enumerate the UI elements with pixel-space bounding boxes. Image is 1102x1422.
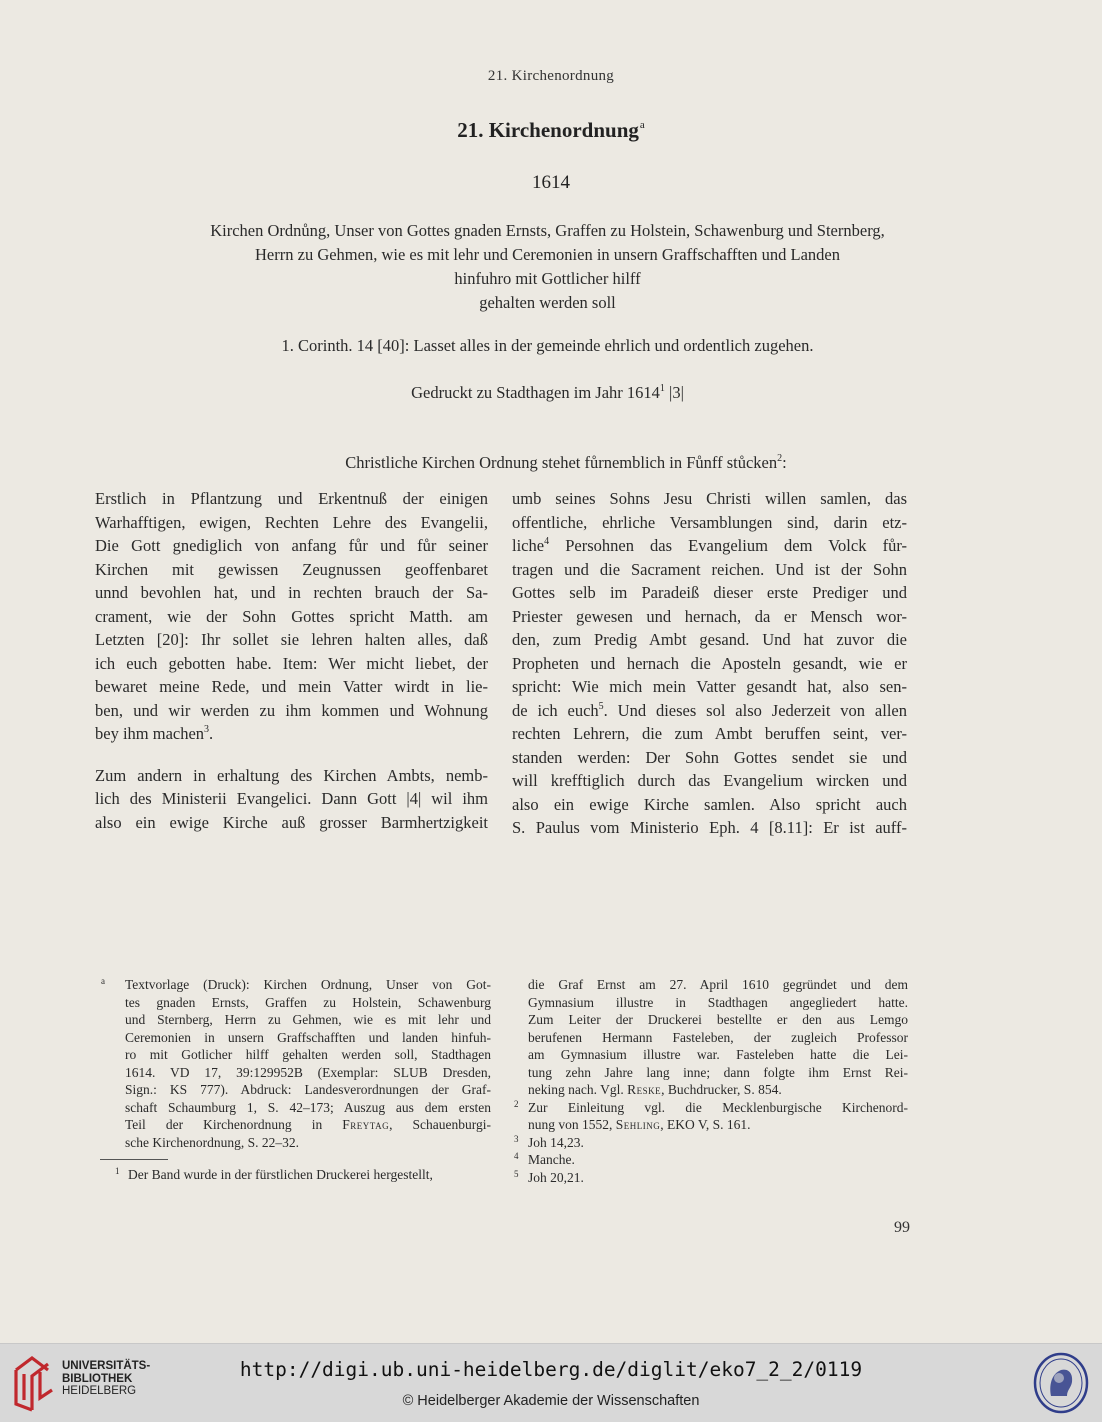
footnotes-left [101,976,492,1151]
page-marker: |3| [669,383,684,402]
full-title-line: Kirchen Ordnůng, Unser von Gottes gnaden Ernsts, Graffen zu Holstein, Schawenburg und Sternberg, [210,221,885,240]
footnote-line: berufenen Hermann Fasteleben, der zugleich Professor [528,1029,908,1045]
text-fragment: neking nach. Vgl. [528,1082,628,1097]
footnote-mark: 3 [204,724,210,735]
footnote-rule [100,1159,168,1160]
footnote-line: sche Kirchenordnung, S. 22–32. [125,1134,299,1150]
footnote-5 [514,1169,908,1187]
text-line: Erstlich in Pflantzung und Erkentnuß der einigen [95,489,488,508]
running-head: 21. Kirchenordnung [487,68,615,84]
footnote-text: Joh 20,21. [528,1169,584,1185]
text-fragment: , Buchdrucker, S. 854. [661,1082,782,1097]
text-fragment: Teil der Kirchenordnung in [125,1117,343,1132]
text-fragment: , EKO V, S. 161. [660,1117,751,1132]
imprint [0,383,1000,403]
footnote-number-mark: 4 [514,1151,519,1161]
footnote-3 [514,1134,908,1152]
text-fragment: Persohnen das Evangelium dem Volck fůr- [549,536,907,555]
footnote-line: Gymnasium illustre in Stadthagen angegliedert hatte. [528,994,908,1010]
text-line [95,722,488,746]
text-line: crament, wie der Sohn Gottes spricht Matth. am [95,606,488,626]
text-line: will krefftiglich durch das Evangelium wircken und [512,771,907,790]
text-line: Gottes selb im Paradeiß dieser erste Prediger und [512,583,907,602]
footnote-line [528,1116,908,1134]
imprint-footnote-mark: 1 [659,383,665,394]
footnote-line: die Graf Ernst am 27. April 1610 gegründet und dem [528,977,908,992]
text-fragment: , Schauenburgi- [389,1117,492,1132]
text-line: Kirchen mit gewissen Zeugnussen geoffenbaret [95,559,488,579]
text-fragment: . [209,724,214,743]
footnote-number-mark: 3 [514,1133,519,1144]
text-line: Priester gewesen und hernach, da er Mensch wor- [512,606,907,626]
section-heading-text: Christliche Kirchen Ordnung stehet fůrnemblich in Fůnff stůcken [345,453,778,472]
text-line: S. Paulus vom Ministerio Eph. 4 [8.11]: Er ist auff- [512,818,907,837]
copyright-notice: © Heidelberger Akademie der Wissenschaften [402,1393,700,1409]
text-fragment: nung von 1552, [528,1117,616,1132]
footnote-line: und Sternberg, Herrn zu Gehmen, wie es mit lehr und [125,1012,491,1027]
heading-footnote-mark: 2 [777,453,783,464]
title-footnote-mark: a [639,119,645,131]
text-line: bewaret meine Rede, und mein Vatter wirdt in lie- [95,677,488,696]
library-name-line: UNIVERSITÄTS- [62,1360,151,1372]
footnote-line: Zur Einleitung vgl. die Mecklenburgische Kirchenord- [528,1099,908,1115]
footnotes-right [514,976,908,1186]
library-name-line: BIBLIOTHEK [62,1372,133,1385]
text-line: unnd bevohlen hat, und in rechten brauch der Sa- [95,583,488,602]
footnote-letter-mark: a [101,976,105,986]
text-line: Warhafftigen, ewigen, Rechten Lehre des Evangelii, [95,512,488,532]
text-line: Propheten und hernach die Aposteln gesandt, wie er [512,653,907,673]
text-line: standen werden: Der Sohn Gottes sendet sie und [512,747,907,767]
footnote-a [101,976,492,1151]
text-fragment: bey ihm machen [95,724,205,743]
footnote-2 [514,1099,908,1134]
text-line: rechten Lehrern, die zum Ambt beruffen seint, ver- [512,724,907,743]
footnote-line: Textvorlage (Druck): Kirchen Ordnung, Unser von Got- [125,977,491,992]
text-fragment: de ich euch [512,700,599,720]
library-name-line: HEIDELBERG [62,1385,137,1397]
chapter-title-text: 21. Kirchenordnung [457,118,639,142]
footnote-4 [514,1151,908,1169]
paragraph-gap [95,746,488,764]
text-line: Die Gott gnediglich von anfang fůr und fůr seiner [95,536,488,555]
footnote-line: schaft Schaumburg 1, S. 42–173; Auszug aus dem ersten [125,1099,491,1115]
footnote-mark: 5 [598,700,604,712]
left-column [95,487,488,834]
right-column [512,487,907,840]
text-line [512,699,907,723]
footnote-line: am Gymnasium illustre war. Fasteleben hatte die Lei- [528,1047,908,1062]
footnote-1 [115,1166,500,1184]
section-heading-end: : [782,453,787,472]
footnote-line: ro mit Gotlicher hilff gehalten werden soll, Stadthagen [125,1047,491,1062]
footnote-line [528,1081,908,1099]
text-fragment: liche [512,536,545,555]
footnote-number-mark: 1 [115,1166,120,1176]
footnote-line: Sign.: KS 777). Abdruck: Landesverordnungen der Graf- [125,1082,491,1097]
text-fragment: . Und dieses sol also Jederzeit von allen [603,700,907,720]
full-title-line: gehalten werden soll [479,293,616,312]
footnote-mark: 4 [544,536,550,547]
footnote-number-mark: 5 [514,1168,519,1179]
author-name: Sehling [615,1117,661,1132]
motto: 1. Corinth. 14 [40]: Lasset alles in der gemeinde ehrlich und ordentlich zugehen. [281,336,814,355]
footnote-line: 1614. VD 17, 39:129952B (Exemplar: SLUB Dresden, [125,1064,491,1080]
academy-seal-icon[interactable] [1033,1352,1089,1414]
text-line: umb seines Sohns Jesu Christi willen samlen, das [512,489,907,508]
text-line: lich des Ministerii Evangelici. Dann Gott |4| wil ihm [95,789,488,808]
footnote-text: Der Band wurde in der fürstlichen Druckerei hergestellt, [128,1167,433,1182]
footnote-line: Ceremonien in unsern Graffschafften und landen hinfuh- [125,1029,491,1045]
footnote-number-mark: 2 [514,1098,519,1109]
text-line: spricht: Wie mich mein Vatter gesandt hat, also sen- [512,677,907,696]
footnote-text: Joh 14,23. [528,1134,584,1150]
viewer-footer [0,1343,1102,1422]
text-line: Letzten [20]: Ihr sollet sie lehren halten alles, daß [95,630,488,649]
page-number: 99 [894,1219,910,1236]
chapter-year: 1614 [532,172,570,193]
text-line: tragen und die Sacrament reichen. Und ist der Sohn [512,559,907,579]
text-line: den, zum Predig Ambt gesand. Und hat zuvor die [512,630,907,649]
footnote-line: tes gnaden Ernsts, Graffen zu Holstein, Schawenburg [125,994,491,1010]
text-line: Zum andern in erhaltung des Kirchen Ambts, nemb- [95,765,488,785]
imprint-text: Gedruckt zu Stadthagen im Jahr 1614 [411,383,660,402]
footnote-line [125,1116,491,1134]
footnote-line: tung zehn Jahre lang inne; dann folgte ihm Ernst Rei- [528,1064,908,1080]
author-name: Freytag [342,1117,390,1132]
section-heading [0,453,1102,473]
full-title-line: hinfuhro mit Gottlicher hilff [454,269,641,288]
permalink-url[interactable]: http://digi.ub.uni-heidelberg.de/diglit/eko7_2_2/0119 [239,1358,863,1381]
text-line: ich euch gebotten habe. Item: Wer micht liebet, der [95,653,488,673]
chapter-title [0,118,1102,143]
text-line: ben, und wir werden zu ihm kommen und Wohnung [95,700,488,720]
author-name: Reske [627,1082,662,1097]
footnote-text: Manche. [528,1152,575,1167]
full-title [95,219,1000,315]
text-line: offentliche, ehrliche Versamblungen sind, darin etz- [512,512,907,532]
footnote-line: Zum Leiter der Druckerei bestellte er den aus Lemgo [528,1012,908,1027]
text-line: also ein ewige Kirche auß grosser Barmhertzigkeit [95,812,488,832]
text-line: also ein ewige Kirche samlen. Also spricht auch [512,794,907,814]
full-title-line: Herrn zu Gehmen, wie es mit lehr und Ceremonien in unsern Graffschafften und Landen [255,245,840,264]
text-line [512,534,907,558]
